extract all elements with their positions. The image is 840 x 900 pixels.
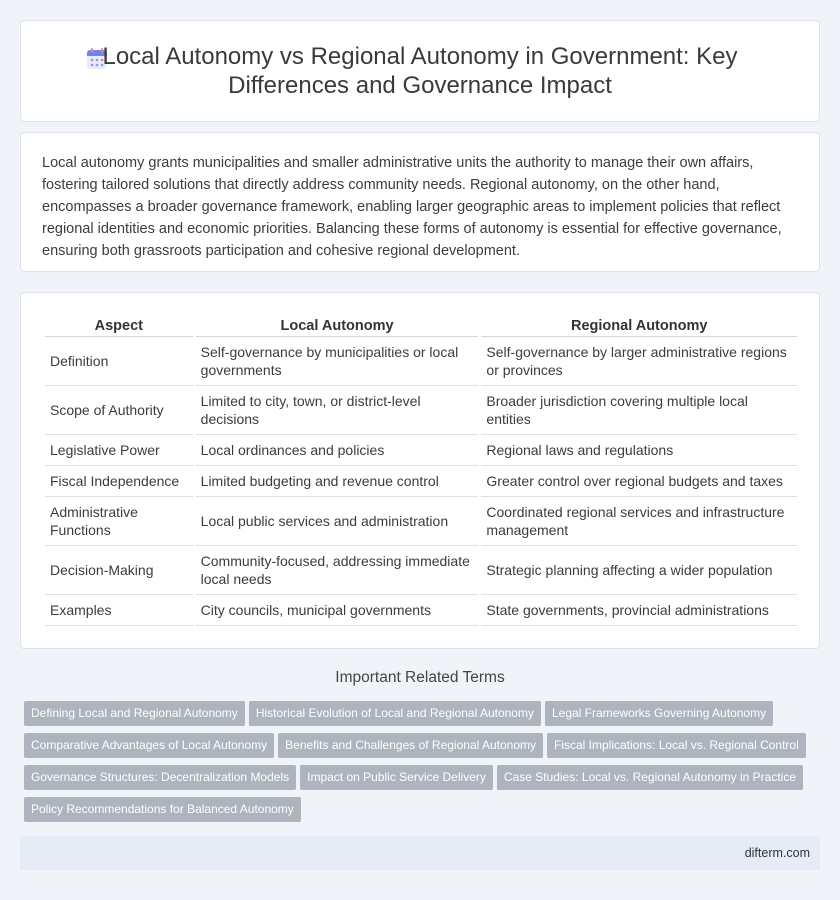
related-terms-heading: Important Related Terms — [335, 669, 505, 686]
row-regional: Greater control over regional budgets and taxes — [481, 466, 797, 497]
table-row — [45, 595, 797, 626]
related-term-tag[interactable]: Historical Evolution of Local and Regional Autonomy — [249, 701, 541, 726]
row-local: Local ordinances and policies — [196, 435, 479, 466]
related-term-tag[interactable]: Defining Local and Regional Autonomy — [24, 701, 245, 726]
table-row — [45, 337, 797, 386]
related-terms-list — [24, 701, 824, 829]
related-term-tag[interactable]: Comparative Advantages of Local Autonomy — [24, 733, 274, 758]
row-local: Community-focused, addressing immediate local needs — [196, 546, 479, 595]
table-row — [45, 386, 797, 435]
row-regional: State governments, provincial administrations — [481, 595, 797, 626]
header-aspect: Aspect — [45, 315, 193, 337]
related-term-tag[interactable]: Fiscal Implications: Local vs. Regional Control — [547, 733, 806, 758]
intro-paragraph: Local autonomy grants municipalities and smaller administrative units the authority to manage their own affairs, fostering tailored solutions that directly address community needs. Regional autonomy, on the other hand, encompasses a broader governance framework, enabling larger geographic areas to implement policies that reflect regional identities and economic priorities. Balancing these forms of autonomy is essential for effective governance, ensuring both grassroots participation and cohesive regional development. — [42, 155, 782, 259]
related-term-tag[interactable]: Case Studies: Local vs. Regional Autonomy in Practice — [497, 765, 803, 790]
row-regional: Strategic planning affecting a wider population — [481, 546, 797, 595]
row-local: Limited to city, town, or district-level decisions — [196, 386, 479, 435]
row-aspect: Examples — [45, 595, 193, 626]
row-aspect: Legislative Power — [45, 435, 193, 466]
table-row — [45, 497, 797, 546]
row-aspect: Scope of Authority — [45, 386, 193, 435]
row-regional: Coordinated regional services and infrastructure management — [481, 497, 797, 546]
row-aspect: Administrative Functions — [45, 497, 193, 546]
row-aspect: Decision-Making — [45, 546, 193, 595]
footer — [20, 836, 820, 870]
page-title: Local Autonomy vs Regional Autonomy in Government: Key Differences and Governance Impact — [102, 43, 738, 99]
row-local: Limited budgeting and revenue control — [196, 466, 479, 497]
comparison-table — [42, 315, 800, 626]
table-row — [45, 435, 797, 466]
intro-card — [20, 132, 820, 272]
related-term-tag[interactable]: Governance Structures: Decentralization Models — [24, 765, 296, 790]
table-row — [45, 466, 797, 497]
row-local: Local public services and administration — [196, 497, 479, 546]
row-local: City councils, municipal governments — [196, 595, 479, 626]
row-regional: Broader jurisdiction covering multiple local entities — [481, 386, 797, 435]
footer-site[interactable]: difterm.com — [744, 846, 810, 860]
header-local: Local Autonomy — [196, 315, 479, 337]
row-regional: Regional laws and regulations — [481, 435, 797, 466]
table-row — [45, 546, 797, 595]
row-aspect: Definition — [45, 337, 193, 386]
row-aspect: Fiscal Independence — [45, 466, 193, 497]
title-card — [20, 20, 820, 122]
row-local: Self-governance by municipalities or local governments — [196, 337, 479, 386]
related-term-tag[interactable]: Impact on Public Service Delivery — [300, 765, 493, 790]
related-term-tag[interactable]: Benefits and Challenges of Regional Autonomy — [278, 733, 543, 758]
comparison-card — [20, 292, 820, 649]
related-term-tag[interactable]: Legal Frameworks Governing Autonomy — [545, 701, 773, 726]
related-term-tag[interactable]: Policy Recommendations for Balanced Autonomy — [24, 797, 301, 822]
row-regional: Self-governance by larger administrative regions or provinces — [481, 337, 797, 386]
header-regional: Regional Autonomy — [481, 315, 797, 337]
